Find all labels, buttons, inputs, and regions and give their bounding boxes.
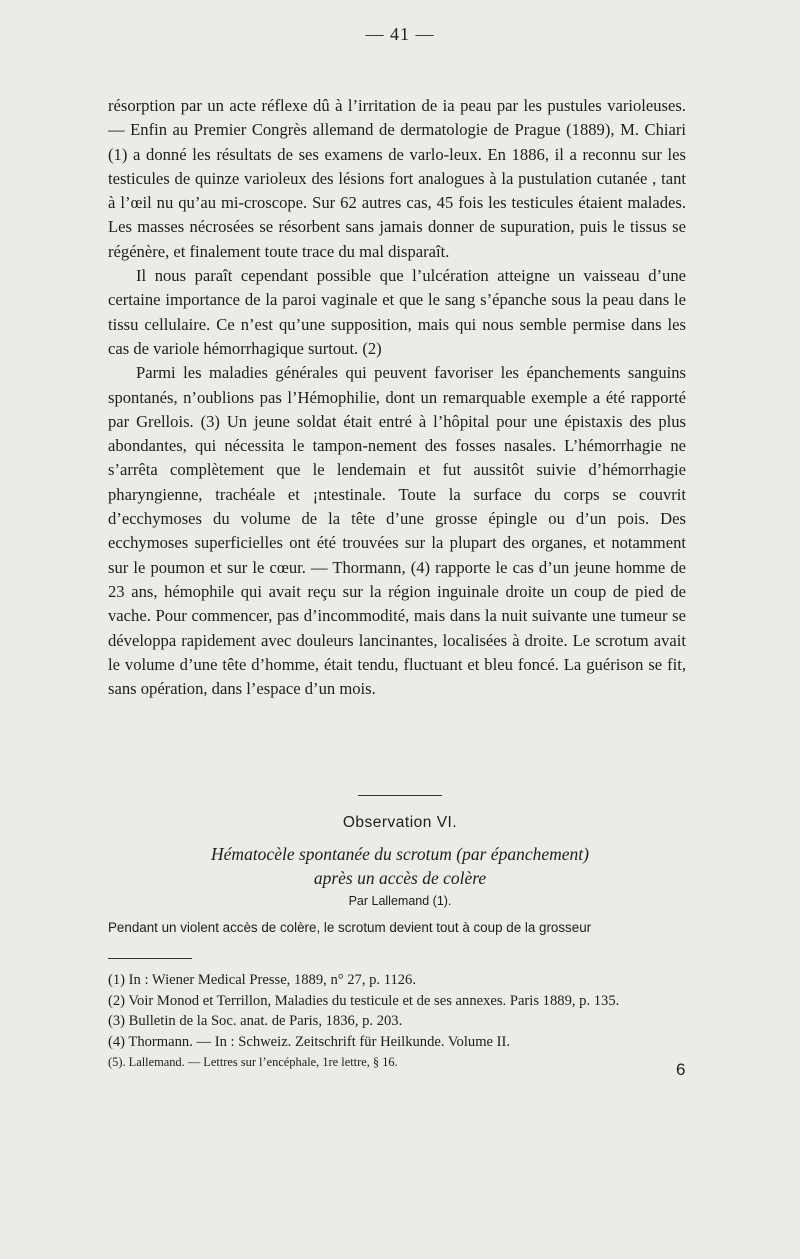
footnote-4: (4) Thormann. — In : Schweiz. Zeitschrift für Heilkunde. Volume II. [108,1033,511,1050]
observation-subtitle-line-2: après un accès de colère [313,868,487,888]
footnotes [108,970,686,1073]
footnote-2: (2) Voir Monod et Terrillon, Maladies du testicule et de ses annexes. Paris 1889, p. 135. [108,992,620,1009]
observation-author: Par Lallemand (1). [348,894,452,908]
footnote-rule [108,958,192,959]
paragraph-3: Parmi les maladies générales qui peuvent favoriser les épanchements sanguins spontanés, n’oublions pas l’Hémophilie, dont un remarquable exemple a été rapporté par Grellois. (3) Un jeune soldat était entré à l’hôpital pour une épistaxis des plus abondantes, qui nécessita le tampon-nement des fosses nasales. L’hémorrhagie ne s’arrêta complètement que le lendemain et fut aussitôt suivie d’hémorrhagie pharyngienne, trachéale et ¡ntestinale. Toute la surface du corps se couvrit d’ecchymoses du volume de la tête d’une grosse épingle ou d’un pois. Des ecchymoses superficielles ont été trouvées sur la plupart des organes, et notamment sur le poumon et sur le cœur. — Thormann, (4) rapporte le cas d’un jeune homme de 23 ans, hémophile qui avait reçu sur la région inguinale droite un coup de pied de vache. Pour commencer, pas d’incommodité, mais dans la nuit suivante une tumeur se développa rapidement avec douleurs lancinantes, localisées à droite. Le scrotum avait le volume d’une tête d’homme, était tendu, fluctuant et bleu foncé. La guérison se fit, sans opération, dans l’espace d’un mois. [108,363,686,699]
observation-title: Observation VI. [342,814,458,831]
paragraph-2: Il nous paraît cependant possible que l’ulcération atteigne un vaisseau d’une certaine importance de la paroi vaginale et que le sang s’épanche sous la peau dans le tissu cellulaire. Ce n’est qu’une supposition, mais qui nous semble permise dans les cas de variole hémorrhagique surtout. (2) [108,266,686,358]
footnote-1: (1) In : Wiener Medical Presse, 1889, n° 27, p. 1126. [108,972,417,988]
page-number: 6 [676,1060,686,1079]
footnote-5: (5). Lallemand. — Lettres sur l’encéphale, 1re lettre, § 16. [108,1055,398,1069]
observation-subtitle [0,842,800,890]
paragraph-1: résorption par un acte réflexe dû à l’irritation de ia peau par les pustules varioleuses. — Enfin au Premier Congrès allemand de dermatologie de Prague (1889), M. Chiari (1) a donné les résultats de ses examens de varlo-leux. En 1886, il a reconnu sur les testicules de quinze varioleux des lésions fort analogues à la pustulation cutanée , tant à l’œil nu qu’au mi-croscope. Sur 62 autres cas, 45 fois les testicules étaient malades. Les masses nécrosées se résorbent sans jamais donner de supuration, puis le tissus se régénère, et finalement toute trace du mal disparaît. [108,96,686,261]
section-divider [358,795,442,796]
observation-text: Pendant un violent accès de colère, le scrotum devient tout à coup de la grosseur [108,920,592,935]
observation-subtitle-line-1: Hématocèle spontanée du scrotum (par épanchement) [211,844,589,864]
main-text [108,94,686,701]
footnote-3: (3) Bulletin de la Soc. anat. de Paris, 1836, p. 203. [108,1013,403,1029]
page-folio: — 41 — [365,24,435,44]
